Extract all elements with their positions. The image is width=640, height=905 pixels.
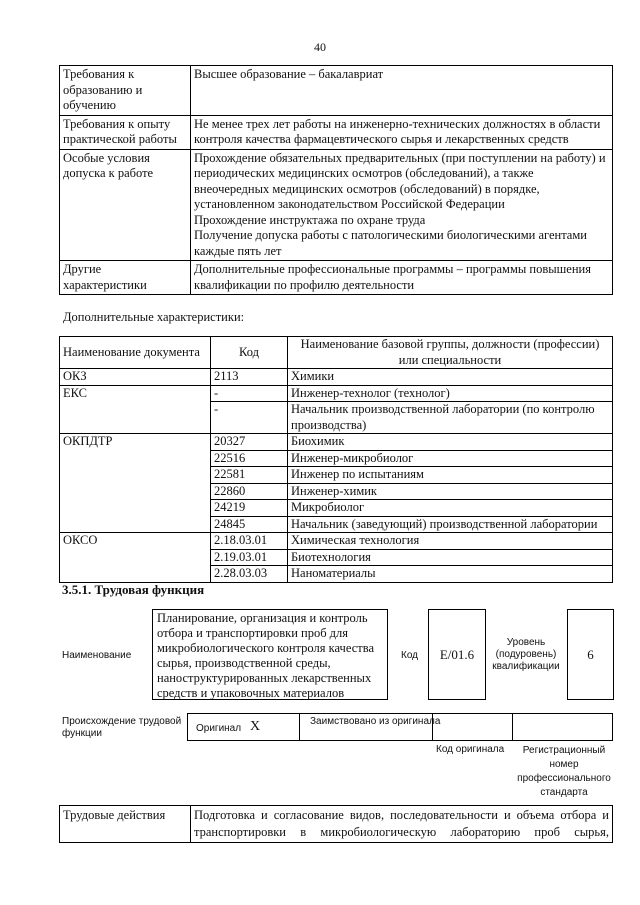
requirement-line: Получение допуска работы с патологическими биологическими агентами каждые пять лет <box>194 228 587 258</box>
requirement-label: Требования к образованию и обучению <box>60 66 191 116</box>
occupation-name-cell: Наноматериалы <box>288 566 613 583</box>
occupation-name-cell: Начальник производственной лаборатории (по контролю производства) <box>288 402 613 434</box>
table-row <box>60 533 613 550</box>
header-code: Код <box>211 337 288 369</box>
table-row <box>60 385 613 402</box>
section-title: 3.5.1. Трудовая функция <box>62 582 205 597</box>
code-cell: 22516 <box>211 450 288 467</box>
requirement-line: Не менее трех лет работы на инженерно-технических должностях в области контроля качества фармацевтического сырья и лекарственных средств <box>194 116 601 146</box>
function-code-box <box>428 609 486 700</box>
requirement-value <box>191 115 613 149</box>
function-code-value: E/01.6 <box>439 646 475 662</box>
requirement-line: Высшее образование – бакалавриат <box>194 67 384 81</box>
qualification-level-value: 6 <box>587 646 594 662</box>
code-cell: 22581 <box>211 467 288 484</box>
code-cell: 20327 <box>211 434 288 451</box>
requirement-line: Прохождение инструктажа по охране труда <box>194 212 426 227</box>
origin-box <box>187 713 613 741</box>
header-document: Наименование документа <box>60 337 211 369</box>
requirements-table <box>59 65 613 295</box>
requirement-line: Дополнительные профессиональные программы – программы повышения квалификации по профилю деятельности <box>194 262 591 292</box>
original-label: Оригинал <box>196 723 242 734</box>
table-row <box>60 149 613 261</box>
occupation-name-cell: Биохимик <box>288 434 613 451</box>
origin-label: Происхождение трудовой функции <box>62 716 182 739</box>
labor-actions-line-1: Подготовка и согласование видов, последовательности и объема отбора и <box>194 808 609 822</box>
function-name-box: Планирование, организация и контроль отбора и транспортировки проб для микробиологического контроля качества сырья, производственной среды, наноструктурированных лекарственных средств и упаковочных материалов <box>152 609 388 700</box>
occupation-name-cell: Инженер-технолог (технолог) <box>288 385 613 402</box>
document-name-cell: ОКПДТР <box>60 434 211 533</box>
code-cell: 24845 <box>211 516 288 533</box>
table-row <box>60 115 613 149</box>
additional-characteristics-table <box>59 336 613 583</box>
code-cell: - <box>211 402 288 434</box>
requirement-value <box>191 149 613 261</box>
divider <box>299 714 300 740</box>
code-label: Код <box>401 650 419 661</box>
table-row <box>60 434 613 451</box>
occupation-name-cell: Химики <box>288 369 613 386</box>
code-cell: 2.28.03.03 <box>211 566 288 583</box>
occupation-name-cell: Инженер-микробиолог <box>288 450 613 467</box>
code-cell: 2.18.03.01 <box>211 533 288 550</box>
page-number: 40 <box>314 40 326 54</box>
requirement-label: Особые условия допуска к работе <box>60 149 191 261</box>
labor-actions-table <box>59 805 613 843</box>
labor-actions-line-2: транспортировки в микробиологическую лабораторию проб сырья, <box>194 825 609 839</box>
code-cell: 24219 <box>211 500 288 517</box>
document-name-cell: ОКЗ <box>60 369 211 386</box>
requirement-value <box>191 261 613 295</box>
occupation-name-cell: Инженер по испытаниям <box>288 467 613 484</box>
document-name-cell: ОКСО <box>60 533 211 583</box>
occupation-name-cell: Биотехнология <box>288 549 613 566</box>
additional-characteristics-title: Дополнительные характеристики: <box>63 310 245 324</box>
header-name: Наименование базовой группы, должности (профессии) или специальности <box>288 337 613 369</box>
table-row <box>60 806 613 843</box>
code-cell: - <box>211 385 288 402</box>
occupation-name-cell: Микробиолог <box>288 500 613 517</box>
document-name-cell: ЕКС <box>60 385 211 434</box>
table-row <box>60 261 613 295</box>
requirement-label: Требования к опыту практической работы <box>60 115 191 149</box>
table-row <box>60 369 613 386</box>
registration-number-label: Регистрационный номер профессионального стандарта <box>517 745 611 798</box>
table-header-row <box>60 337 613 369</box>
requirement-value <box>191 66 613 116</box>
divider <box>512 714 513 740</box>
occupation-name-cell: Химическая технология <box>288 533 613 550</box>
original-check-mark: X <box>250 719 261 734</box>
requirement-label: Другие характеристики <box>60 261 191 295</box>
code-cell: 22860 <box>211 483 288 500</box>
qualification-level-box <box>567 609 614 700</box>
table-row <box>60 66 613 116</box>
borrowed-label: Заимствовано из оригинала <box>310 716 441 727</box>
labor-actions-value <box>191 806 613 843</box>
occupation-name-cell: Инженер-химик <box>288 483 613 500</box>
code-cell: 2.19.03.01 <box>211 549 288 566</box>
name-label: Наименование <box>62 650 132 661</box>
labor-actions-label: Трудовые действия <box>60 806 191 843</box>
qualification-level-label: Уровень (подуровень) квалификации <box>492 637 560 672</box>
code-cell: 2113 <box>211 369 288 386</box>
occupation-name-cell: Начальник (заведующий) производственной лаборатории <box>288 516 613 533</box>
code-original-label: Код оригинала <box>436 744 505 755</box>
requirement-line: Прохождение обязательных предварительных (при поступлении на работу) и периодических медицинских осмотров (обследований), а также внеочередных медицинских осмотров (обследований) в порядке, установленном законодательством Российской Федерации <box>194 150 606 211</box>
